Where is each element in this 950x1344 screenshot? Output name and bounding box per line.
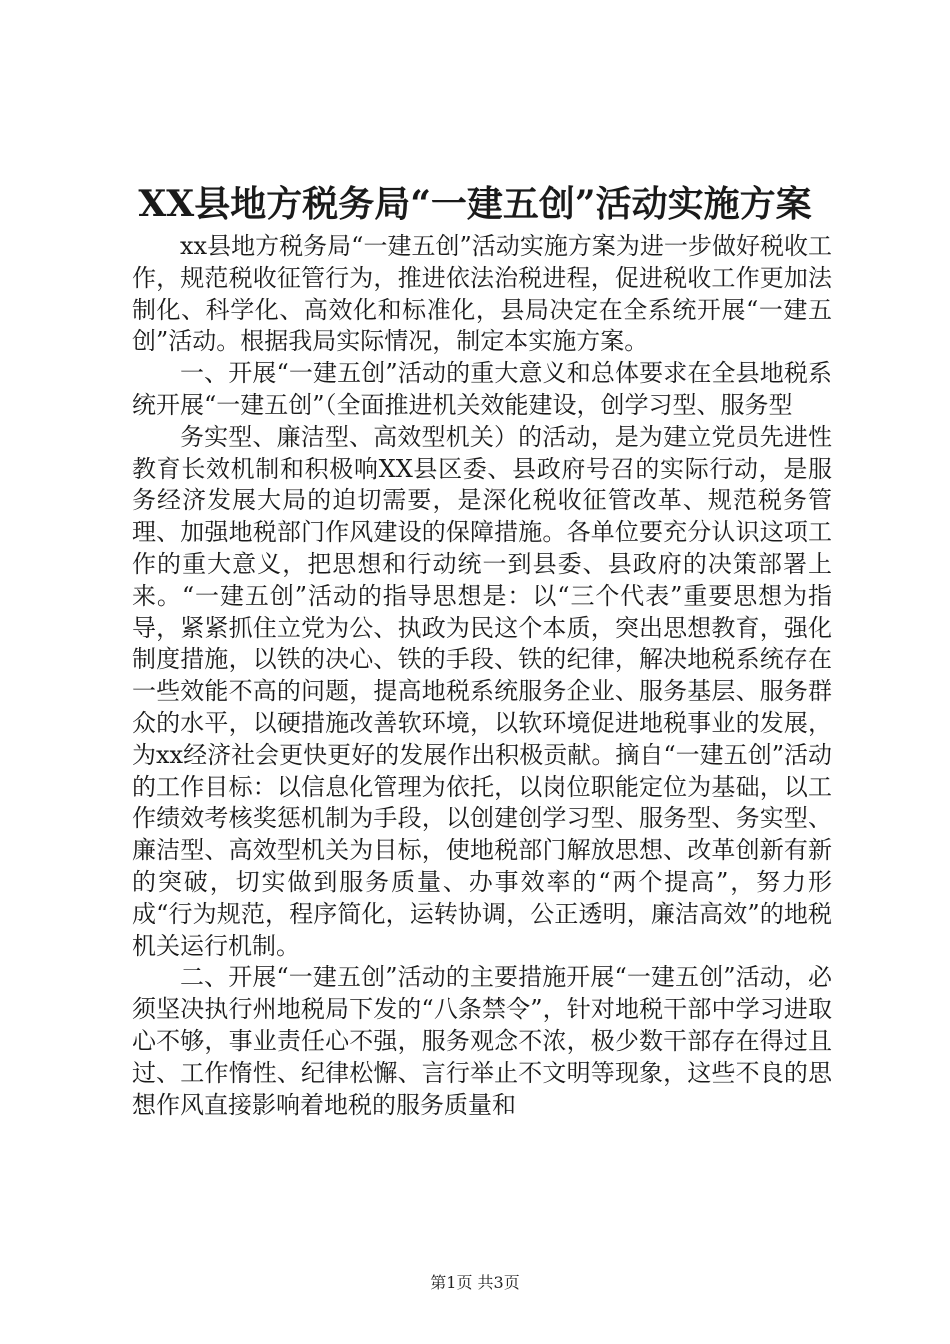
document-title: XX县地方税务局“一建五创”活动实施方案 bbox=[138, 183, 812, 225]
paragraph-intro: xx县地方税务局“一建五创”活动实施方案为进一步做好税收工作，规范税收征管行为，推进依法治税进程，促进税收工作更加法制化、科学化、高效化和标准化，县局决定在全系统开展“一建五创”活动。根据我局实际情况，制定本实施方案。 bbox=[132, 232, 832, 356]
page-footer: 第1页 共3页 bbox=[430, 1273, 520, 1292]
paragraph-section-two: 二、开展“一建五创”活动的主要措施开展“一建五创”活动，必须坚决执行州地税局下发的“八条禁令”，针对地税干部中学习进取心不够，事业责任心不强，服务观念不浓，极少数干部存在得过且过、工作惰性、纪律松懈、言行举止不文明等现象，这些不良的思想作风直接影响着地税的服务质量和 bbox=[132, 963, 832, 1119]
paragraph-section-one-heading: 一、开展“一建五创”活动的重大意义和总体要求在全县地税系统开展“一建五创”（全面推进机关效能建设，创学习型、服务型 bbox=[132, 359, 832, 419]
document-body bbox=[132, 231, 832, 1121]
paragraph-section-one-body: 务实型、廉洁型、高效型机关）的活动，是为建立党员先进性教育长效机制和积极响XX县区委、县政府号召的实际行动，是服务经济发展大局的迫切需要，是深化税收征管改革、规范税务管理、加强地税部门作风建设的保障措施。各单位要充分认识这项工作的重大意义，把思想和行动统一到县委、县政府的决策部署上来。“一建五创”活动的指导思想是：以“三个代表”重要思想为指导，紧紧抓住立党为公、执政为民这个本质，突出思想教育，强化制度措施，以铁的决心、铁的手段、铁的纪律，解决地税系统存在一些效能不高的问题，提高地税系统服务企业、服务基层、服务群众的水平，以硬措施改善软环境，以软环境促进地税事业的发展，为xx经济社会更快更好的发展作出积极贡献。摘自“一建五创”活动的工作目标：以信息化管理为依托，以岗位职能定位为基础，以工作绩效考核奖惩机制为手段，以创建创学习型、服务型、务实型、廉洁型、高效型机关为目标，使地税部门解放思想、改革创新有新的突破，切实做到服务质量、办事效率的“两个提高”，努力形成“行为规范，程序简化，运转协调，公正透明，廉洁高效”的地税机关运行机制。 bbox=[132, 422, 832, 960]
